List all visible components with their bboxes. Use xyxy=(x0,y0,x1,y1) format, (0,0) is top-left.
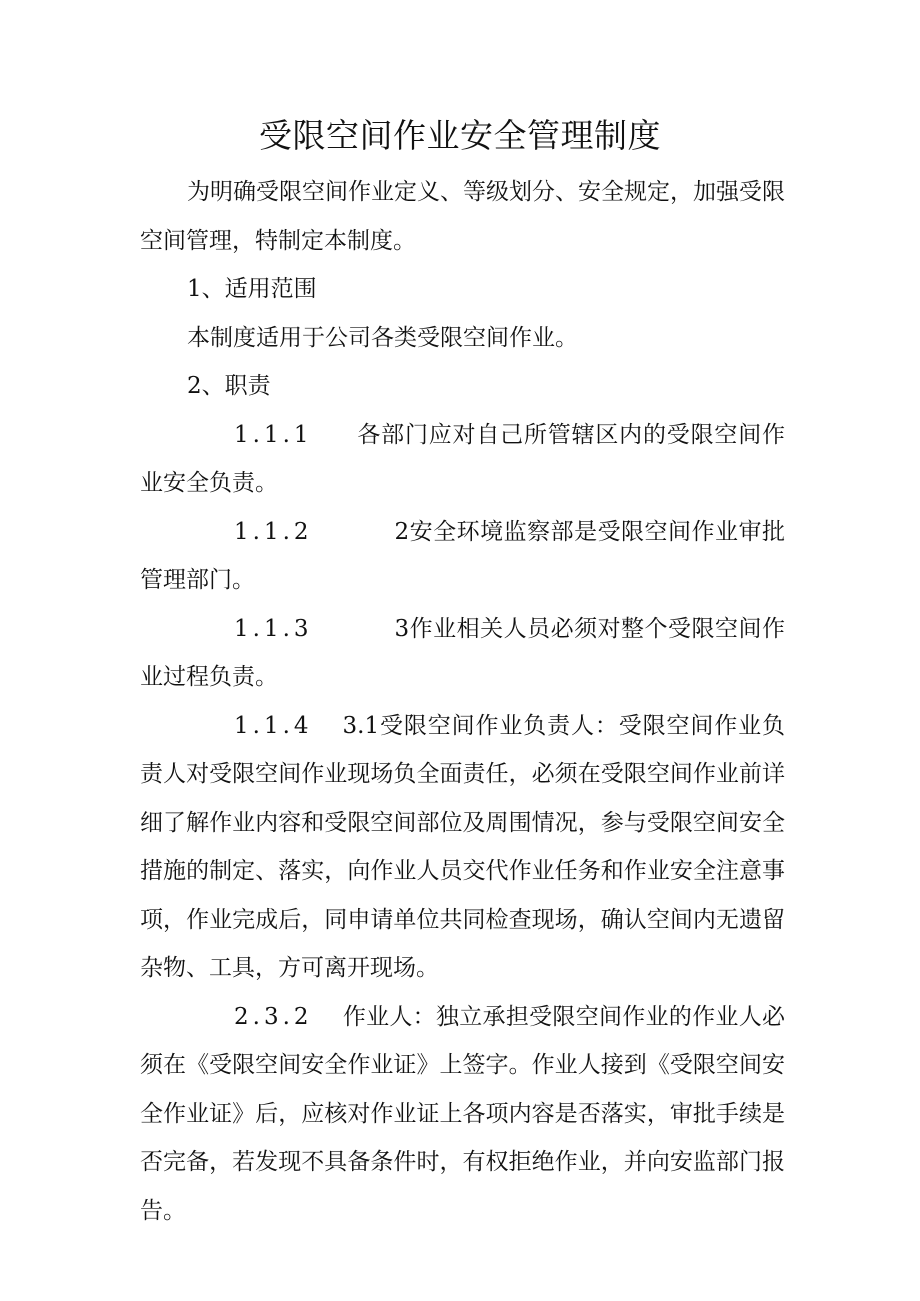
clause-2-3-2 xyxy=(140,993,785,1236)
clause-number: 2.3.2 xyxy=(234,1003,313,1030)
scope-paragraph: 本制度适用于公司各类受限空间作业。 xyxy=(187,324,578,351)
clause-1-1-4 xyxy=(140,702,785,993)
section-heading-duties: 2、职责 xyxy=(187,373,271,399)
document-body xyxy=(140,168,785,1235)
clause-number: 1.1.2 xyxy=(234,518,313,545)
clause-1-1-1 xyxy=(140,411,785,508)
clause-text: 3作业相关人员必须对整个受限空间作业过程负责。 xyxy=(140,615,785,690)
section-heading-scope: 1、适用范围 xyxy=(187,276,317,302)
clause-text: 作业人：独立承担受限空间作业的作业人必须在《受限空间安全作业证》上签字。作业人接到《受限空间安全作业证》后，应核对作业证上各项内容是否落实，审批手续是否完备，若发现不具备条件时，有权拒绝作业，并向安监部门报告。 xyxy=(140,1003,785,1224)
clause-text: 2安全环境监察部是受限空间作业审批管理部门。 xyxy=(140,518,785,593)
clause-text: 3.1受限空间作业负责人：受限空间作业负责人对受限空间作业现场负全面责任，必须在受限空间作业前详细了解作业内容和受限空间部位及周围情况，参与受限空间安全措施的制定、落实，向作业人员交代作业任务和作业安全注意事项，作业完成后，同申请单位共同检查现场，确认空间内无遗留杂物、工具，方可离开现场。 xyxy=(140,712,785,981)
document-title: 受限空间作业安全管理制度 xyxy=(259,116,661,155)
intro-paragraph: 为明确受限空间作业定义、等级划分、安全规定，加强受限空间管理，特制定本制度。 xyxy=(140,179,785,254)
clause-1-1-3 xyxy=(140,605,785,702)
clause-text: 各部门应对自己所管辖区内的受限空间作业安全负责。 xyxy=(140,421,785,496)
clause-number: 1.1.1 xyxy=(234,421,313,448)
clause-number: 1.1.3 xyxy=(234,615,313,642)
clause-number: 1.1.4 xyxy=(234,712,313,739)
clause-1-1-2 xyxy=(140,508,785,605)
